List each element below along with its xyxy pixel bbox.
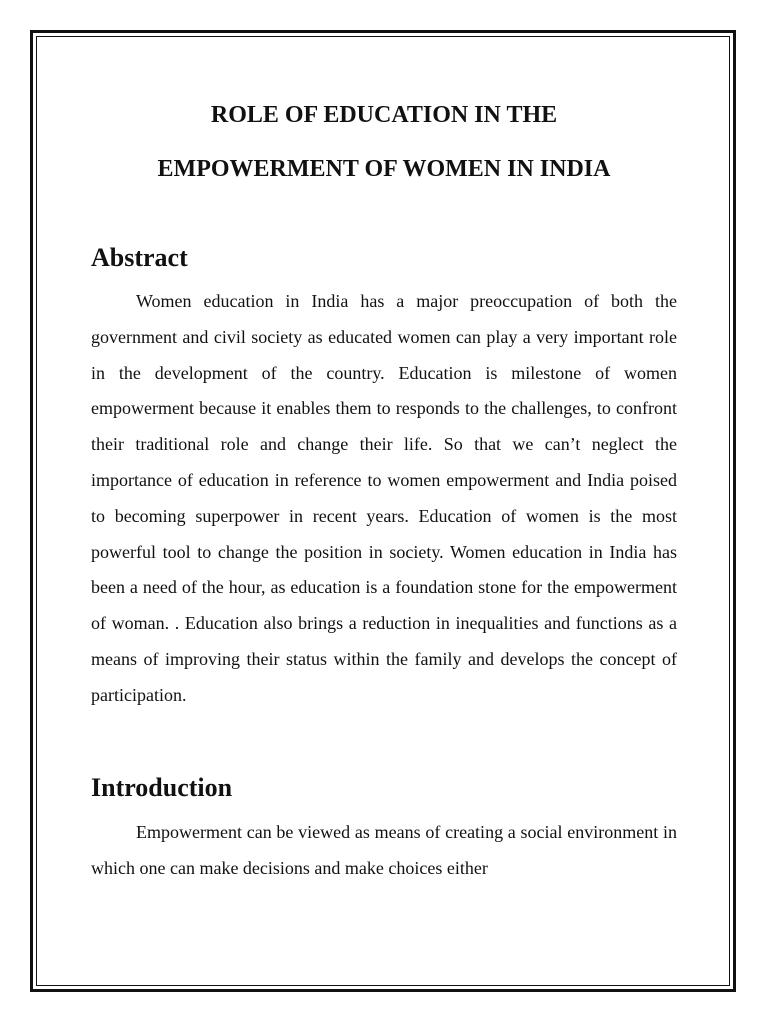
introduction-heading: Introduction	[91, 773, 233, 802]
document-title	[91, 88, 677, 196]
introduction-paragraph: Empowerment can be viewed as means of creating a social environment in which one can make decisions and make choices either	[91, 822, 677, 878]
title-line-1: ROLE OF EDUCATION IN THE	[210, 102, 558, 128]
abstract-paragraph: Women education in India has a major preoccupation of both the government and civil society as educated women can play a very important role in the development of the country. Education is milestone of women empowerment because it enables them to responds to the challenges, to confront their traditional role and change their life. So that we can’t neglect the importance of education in reference to women empowerment and India poised to becoming superpower in recent years. Education of women is the most powerful tool to change the position in society. Women education in India has been a need of the hour, as education is a foundation stone for the empowerment of woman. . Education also brings a reduction in inequalities and functions as a means of improving their status within the family and develops the concept of participation.	[91, 291, 677, 705]
title-line-2: EMPOWERMENT OF WOMEN IN INDIA	[157, 156, 611, 182]
abstract-heading: Abstract	[91, 243, 188, 272]
